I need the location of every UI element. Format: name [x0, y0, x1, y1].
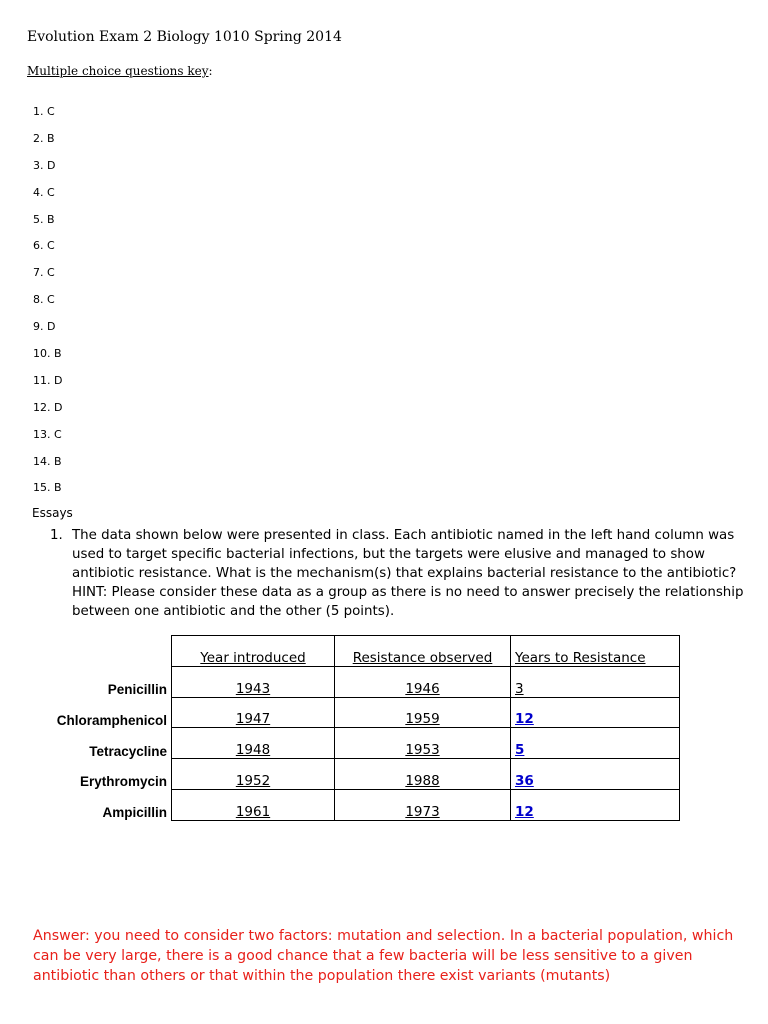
- years-to-resistance-cell: 12: [511, 789, 680, 820]
- essay-question-1: [50, 526, 750, 621]
- mc-answer: 13. C: [33, 427, 62, 441]
- mc-answer: 1. C: [33, 105, 55, 118]
- table-row: [33, 759, 680, 790]
- drug-name: Chloramphenicol: [56, 712, 167, 728]
- years-to-resistance-cell: 3: [511, 666, 680, 697]
- year-introduced-cell: 1947: [172, 697, 335, 728]
- drug-name: Tetracycline: [89, 743, 167, 759]
- question-text: The data shown below were presented in class. Each antibiotic named in the left hand column was used to target specific bacterial infections, but the targets were elusive and managed to show antibiotic resistance. What is the mechanism(s) that explains bacterial resistance to the antibiotic? HINT: Please consider these data as a group as there is no need to answer precisely the relationship between one antibiotic and the other (5 points).: [72, 528, 744, 619]
- resistance-observed-cell: 1988: [335, 759, 511, 790]
- resistance-observed-cell: 1973: [335, 789, 511, 820]
- year-introduced-cell: 1952: [172, 759, 335, 790]
- mc-answer: 6. C: [33, 239, 55, 253]
- table-row: [33, 697, 680, 728]
- table-header-row: [33, 636, 680, 667]
- year-introduced-cell: 1943: [172, 666, 335, 697]
- antibiotic-resistance-table: [33, 635, 680, 821]
- exam-title: Evolution Exam 2 Biology 1010 Spring 2014: [27, 29, 342, 45]
- mc-answer: 10. B: [33, 347, 62, 361]
- resistance-observed-cell: 1953: [335, 728, 511, 759]
- year-introduced-cell: 1948: [172, 728, 335, 759]
- mc-answer: 14. B: [33, 454, 62, 468]
- mc-answer: 11. D: [33, 373, 63, 387]
- table-row: [33, 789, 680, 820]
- answer-text: Answer: you need to consider two factors: mutation and selection. In a bacterial population, which can be very large, there is a good chance that a few bacteria will be less sensitive to a given antibiotic than others or that within the population there exist variants (mutants): [33, 928, 734, 984]
- table-row: [33, 666, 680, 697]
- mc-answer-list: [33, 104, 62, 507]
- table-row: [33, 728, 680, 759]
- mc-answer: 12. D: [33, 400, 63, 414]
- drug-name: Ampicillin: [102, 805, 167, 821]
- essays-label: Essays: [32, 506, 73, 520]
- header-resistance-observed: Resistance observed: [335, 636, 511, 667]
- drug-name: Penicillin: [107, 682, 167, 698]
- years-to-resistance-cell: 12: [511, 697, 680, 728]
- drug-name: Erythromycin: [79, 774, 167, 790]
- mc-answer: 2. B: [33, 131, 55, 145]
- table-corner: [33, 636, 172, 667]
- mc-heading-text: Multiple choice questions key: [27, 64, 209, 78]
- mc-answer: 7. C: [33, 266, 55, 280]
- mc-answer: 3. D: [33, 158, 56, 172]
- mc-answer: 9. D: [33, 320, 56, 334]
- mc-answer: 8. C: [33, 293, 55, 307]
- header-years-to-resistance: Years to Resistance: [511, 636, 680, 667]
- mc-answer: 15. B: [33, 481, 62, 495]
- question-number: 1.: [50, 528, 63, 543]
- mc-heading: [27, 64, 213, 78]
- mc-answer: 4. C: [33, 185, 55, 199]
- mc-heading-colon: :: [208, 64, 213, 78]
- resistance-observed-cell: 1946: [335, 666, 511, 697]
- years-to-resistance-cell: 5: [511, 728, 680, 759]
- header-year-introduced: Year introduced: [172, 636, 335, 667]
- year-introduced-cell: 1961: [172, 789, 335, 820]
- years-to-resistance-cell: 36: [511, 759, 680, 790]
- mc-answer: 5. B: [33, 212, 55, 226]
- resistance-observed-cell: 1959: [335, 697, 511, 728]
